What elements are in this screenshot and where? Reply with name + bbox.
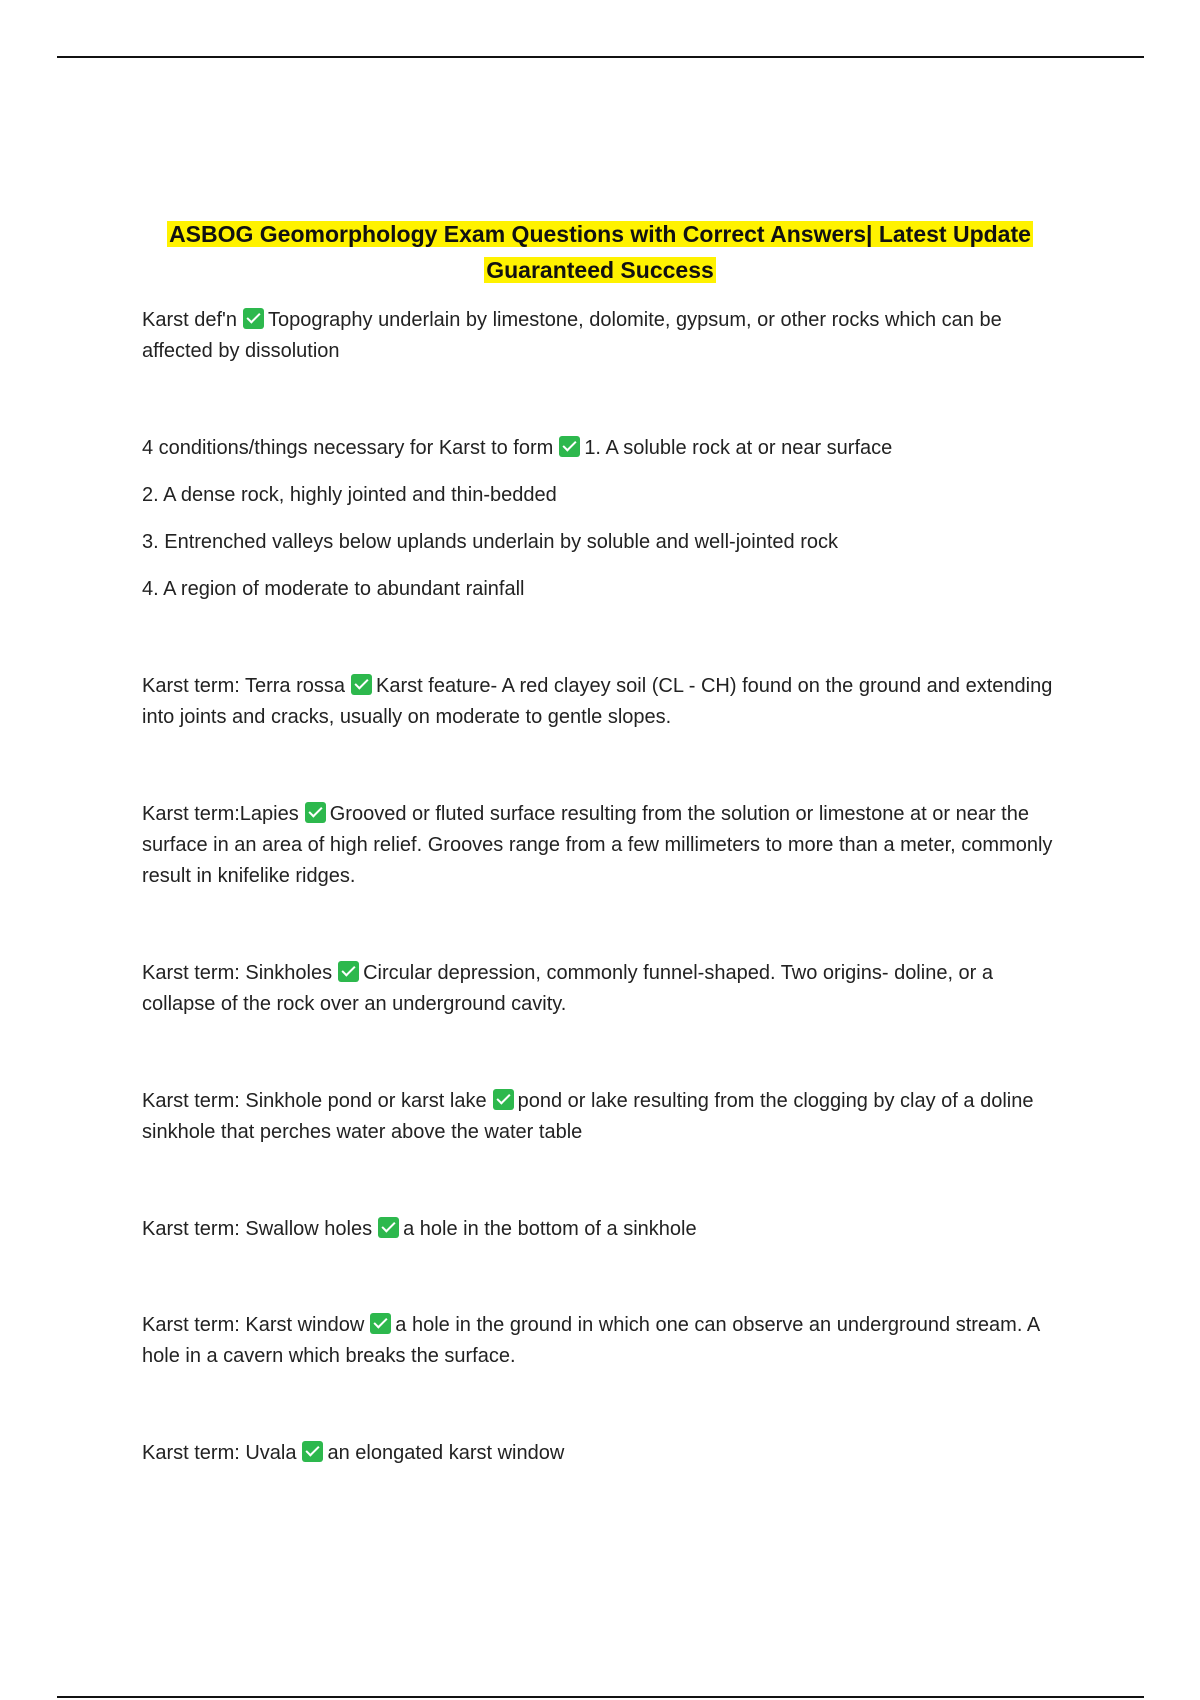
question-text: 4 conditions/things necessary for Karst to form — [142, 437, 554, 459]
qa-item — [142, 305, 1062, 367]
title-line-2: Guaranteed Success — [486, 257, 714, 283]
answer-text: Topography underlain by limestone, dolomite, gypsum, or other rocks which can be affected by dissolution — [142, 309, 1002, 362]
qa-item — [142, 1310, 1062, 1372]
answer-text: Karst feature- A red clayey soil (CL - CH) found on the ground and extending into joints and cracks, usually on moderate to gentle slopes. — [142, 675, 1053, 728]
qa-item — [142, 671, 1062, 733]
question-text: Karst term: Sinkholes — [142, 962, 333, 984]
answer-extra-line: 4. A region of moderate to abundant rainfall — [142, 578, 525, 600]
question-text: Karst term: Uvala — [142, 1442, 297, 1464]
question-text: Karst term: Karst window — [142, 1314, 365, 1336]
qa-text — [142, 1438, 1062, 1469]
checkmark-icon — [370, 1313, 391, 1334]
checkmark-icon — [559, 436, 580, 457]
qa-text — [142, 799, 1062, 892]
qa-item — [142, 799, 1062, 892]
bottom-rule — [57, 1696, 1144, 1698]
checkmark-icon — [493, 1089, 514, 1110]
qa-text — [142, 305, 1062, 367]
answer-text: Circular depression, commonly funnel-shaped. Two origins- doline, or a collapse of the rock over an underground cavity. — [142, 962, 994, 1015]
question-text: Karst def'n — [142, 309, 237, 331]
checkmark-icon — [351, 674, 372, 695]
question-text: Karst term:Lapies — [142, 803, 299, 825]
title-line-1: ASBOG Geomorphology Exam Questions with Correct Answers| Latest Update — [169, 221, 1031, 247]
qa-text — [142, 1214, 1062, 1245]
top-rule — [57, 56, 1144, 58]
question-text: Karst term: Terra rossa — [142, 675, 346, 697]
qa-text — [142, 1310, 1062, 1372]
answer-text: pond or lake resulting from the clogging by clay of a doline sinkhole that perches water above the water table — [142, 1090, 1034, 1143]
checkmark-icon — [302, 1441, 323, 1462]
qa-text — [142, 1086, 1062, 1148]
question-text: Karst term: Swallow holes — [142, 1218, 373, 1240]
answer-extra-line: 3. Entrenched valleys below uplands underlain by soluble and well-jointed rock — [142, 531, 838, 553]
answer-extra-line: 2. A dense rock, highly jointed and thin-bedded — [142, 484, 557, 506]
checkmark-icon — [243, 308, 264, 329]
checkmark-icon — [338, 961, 359, 982]
question-text: Karst term: Sinkhole pond or karst lake — [142, 1090, 487, 1112]
answer-text: 1. A soluble rock at or near surface — [584, 437, 893, 459]
answer-text: Grooved or fluted surface resulting from the solution or limestone at or near the surface in an area of high relief. Grooves range from a few millimeters to more than a meter, commonly result in knifelike ridges. — [142, 803, 1053, 887]
qa-text — [142, 671, 1062, 733]
qa-item — [142, 1214, 1062, 1245]
qa-text — [142, 958, 1062, 1020]
qa-item — [142, 1438, 1062, 1469]
answer-text: a hole in the ground in which one can observe an underground stream. A hole in a cavern which breaks the surface. — [142, 1314, 1040, 1367]
checkmark-icon — [305, 802, 326, 823]
qa-item — [142, 433, 1062, 605]
qa-item — [142, 1086, 1062, 1148]
page-title — [140, 216, 1060, 288]
checkmark-icon — [378, 1217, 399, 1238]
qa-item — [142, 958, 1062, 1020]
qa-text — [142, 433, 1062, 464]
answer-text: a hole in the bottom of a sinkhole — [403, 1218, 697, 1240]
answer-text: an elongated karst window — [327, 1442, 565, 1464]
